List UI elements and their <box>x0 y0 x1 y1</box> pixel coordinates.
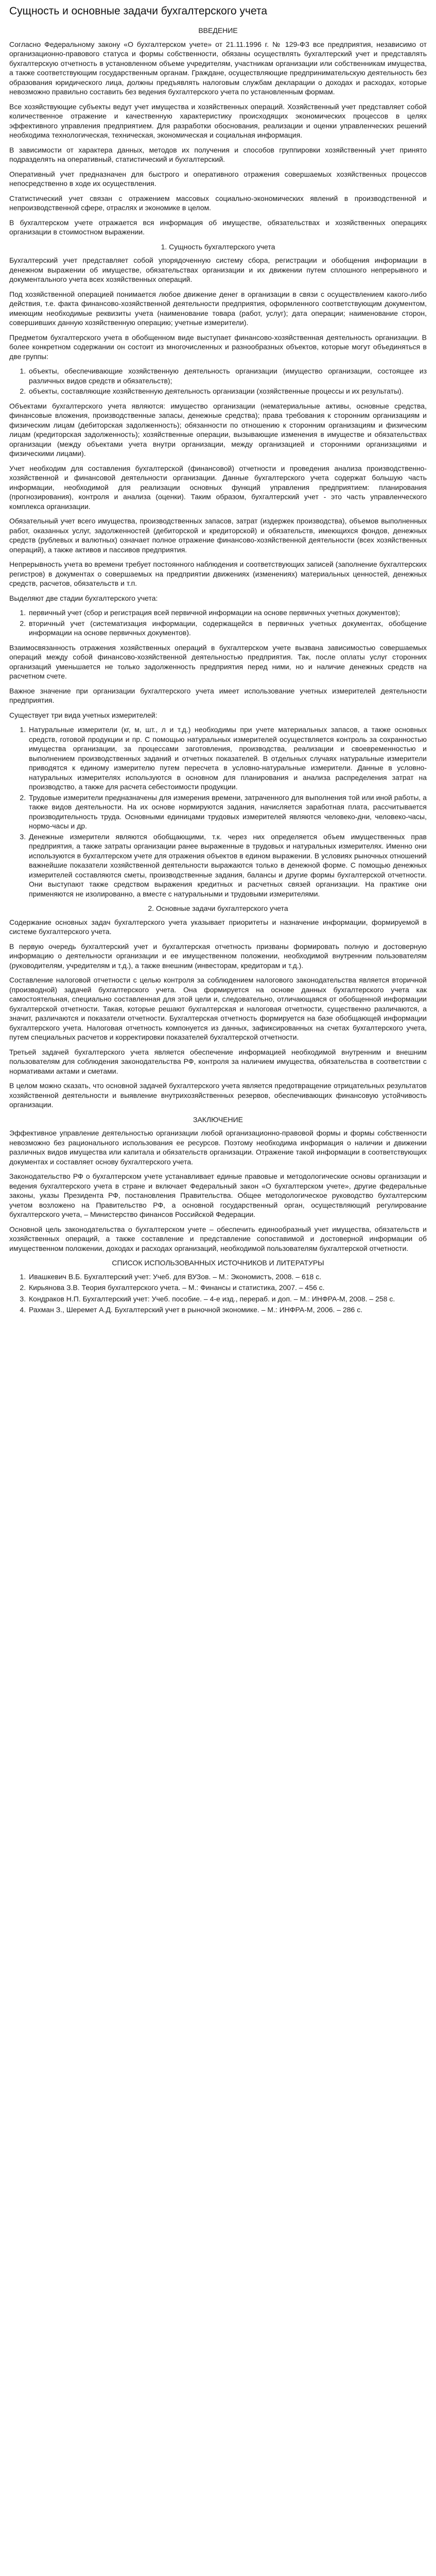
section-paragraph: Третьей задачей бухгалтерского учета является обеспечение информацией необходимой внутренним и внешним пользователям для соблюдения законодательства РФ, контроля за наличием имущества, обязательства в соответствии с нормативами актами и сметами. <box>9 1047 427 1075</box>
bibliography-item: 1. Ивашкевич В.Б. Бухгалтерский учет: Учеб. для ВУЗов. – М.: Экономистъ, 2008. – 618 с. <box>28 1272 427 1282</box>
section-paragraph: В целом можно сказать, что основной задачей бухгалтерского учета является предотвращение отрицательных результатов хозяйственной деятельности и выявление внутрихозяйственных резервов, обеспечивающих финансовую устойчивость организации. <box>9 1081 427 1109</box>
list-item: 1. первичный учет (сбор и регистрация всей первичной информации на основе первичных учетных документов); <box>28 608 427 618</box>
intro-paragraph: Все хозяйствующие субъекты ведут учет имущества и хозяйственных операций. Хозяйственный учет представляет собой количественное отражение и качественную характеристику происходящих экономических процессов в целях эффективного управления предприятием. Для разработки обоснования, реализации и оценки управленческих решений необходима технологическая, техническая, экономическая и социальная информация. <box>9 102 427 139</box>
section-paragraph: Обязательный учет всего имущества, производственных запасов, затрат (издержек производства), объемов выполненных работ, оказанных услуг, задолженностей (дебиторской и кредиторской) и обязательств, имеющихся фондов, денежных средств (рублевых и валютных) означает полное отражение финансово-хозяйственной деятельности (всех хозяйственных операций), а также активов и пассивов предприятия. <box>9 517 427 554</box>
bibliography-list <box>9 1272 427 1315</box>
list-item: 3. Денежные измерители являются обобщающими, т.к. через них определяется объем имущественных прав предприятия, а также затраты организации ранее выраженные в трудовых и натуральных измерителях. Именно они используются в бухгалтерском учете для отражения объектов в едином выражении. В условиях рыночных отношений важнейшие показатели хозяйственной деятельности выражаются только в денежной форме. С помощью денежных измерителей составляются сметы, производственные задания, балансы и другие формы бухгалтерской отчетности. Они выступают также средством выражения кредитных и расчетных связей организации. На практике они применяются не изолированно, а вместе с натуральными и трудовыми измерителями. <box>28 832 427 899</box>
intro-section <box>9 26 427 237</box>
list-item: 2. объекты, составляющие хозяйственную деятельность организации (хозяйственные процессы и их результаты). <box>28 386 427 396</box>
section-paragraph: Непрерывность учета во времени требует постоянного наблюдения и соответствующих записей (заполнение бухгалтерских регистров) в документах о совершаемых на предприятии движениях (изменениях) материальных ценностей, денежных средств, расчетов, обязательств и т.п. <box>9 560 427 587</box>
section-tasks <box>9 904 427 1110</box>
measures-list <box>9 725 427 899</box>
section-paragraph: Объектами бухгалтерского учета являются: имущество организации (нематериальные активы, основные средства, финансовые вложения, производственные запасы, денежные средства); права требования к сторонним организациям и физическим лицам (дебиторская задолженность); обязанности по отношению к сторонним организациям и физическим лицам (кредиторская задолженность); хозяйственные операции, вызывающие изменения в имуществе и обязательствах организации (между объектами учета внутри организации, между организацией и сторонними организациями и физическими лицами). <box>9 401 427 457</box>
section-paragraph: Законодательство РФ о бухгалтерском учете устанавливает единые правовые и методологические основы организации и ведения бухгалтерского учета в стране и включает Федеральный закон «О бухгалтерском учете», другие федеральные законы, указы Президента РФ, постановления Правительства. Общее методологическое руководство бухгалтерским учетом возложено на Правительство РФ, а основной государственный орган, осуществляющий регулирование бухгалтерского учета, – Министерство финансов Российской Федерации. <box>9 1172 427 1218</box>
section-paragraph: Эффективное управление деятельностью организации любой организационно-правовой формы и формы собственности невозможно без рационального использования ее ресурсов. Поэтому необходима информация о наличии и движении различных видов имущества или капитала и обязательств организации. Отражение такой информации в соответствующих документах и составляет основу бухгалтерского учета. <box>9 1129 427 1166</box>
section-paragraph: Взаимосвязанность отражения хозяйственных операций в бухгалтерском учете вызвана зависимостью совершаемых операций между собой финансово-хозяйственной деятельностью предприятия. Так, после оплаты услуг сторонних организаций уменьшается не только задолженность предприятия перед ними, но и наличие денежных средств на расчетном счете. <box>9 643 427 680</box>
page-title: Сущность и основные задачи бухгалтерского учета <box>9 5 268 17</box>
section-paragraph: Предметом бухгалтерского учета в обобщенном виде выступает финансово-хозяйственная деятельность организации. В более конкретном содержании он состоит из многочисленных и разнообразных объектов, которые могут объединяться в две группы: <box>9 333 427 361</box>
section-paragraph: Существует три вида учетных измерителей: <box>9 710 158 719</box>
intro-paragraph: Статистический учет связан с отражением массовых социально-экономических явлений в производственной и непроизводственной сфере, отраслях и экономике в целом. <box>9 194 427 212</box>
bibliography-item: 3. Кондраков Н.П. Бухгалтерский учет: Учеб. пособие. – 4-е изд., перераб. и доп. – М.: ИНФРА-М, 2008. – 258 с. <box>28 1294 427 1304</box>
section-essence <box>9 242 427 899</box>
section-paragraph: Учет необходим для составления бухгалтерской (финансовой) отчетности и проведения анализа производственно-хозяйственной и финансовой деятельности организации. Данные бухгалтерского учета содержат большую часть информации, необходимой для реализации основных функций управления предприятием: планирования (прогнозирования), контроля и анализа (оценки). Таким образом, бухгалтерский учет - это часть управленческого комплекса организации. <box>9 464 427 511</box>
section-paragraph: Важное значение при организации бухгалтерского учета имеет использование учетных измерителей деятельности предприятия. <box>9 686 427 704</box>
list-item: 2. вторичный учет (систематизация информации, содержащейся в первичных учетных документах, обобщение информации на основе первичных документов). <box>28 619 427 638</box>
bibliography-item: 2. Кирьянова З.В. Теория бухгалтерского учета. – М.: Финансы и статистика, 2007. – 456 с. <box>28 1283 427 1293</box>
section-paragraph: Содержание основных задач бухгалтерского учета указывает приоритеты и назначение информации, формируемой в системе бухгалтерского учета. <box>9 918 427 936</box>
object-groups-list <box>9 366 427 396</box>
section-tasks-heading: 2. Основные задачи бухгалтерского учета <box>148 904 288 912</box>
section-paragraph: Составление налоговой отчетности с целью контроля за соблюдением налогового законодательства является вторичной (производной) задачей бухгалтерского учета. Она формируется на основе данных бухгалтерского учета как самостоятельная, специально составленная для этой цели и, следовательно, отличающаяся от обобщенной информации бухгалтерской отчетности. Такая, которые решают бухгалтерская и налоговая отчетности, существенно различаются, а значит, различаются и показатели отчетности. Бухгалтерская отчетность формируется на базе обобщающей информации бухгалтерского учета. Налоговая отчетность компонуется из данных, зафиксированных на счетах бухгалтерского учета, путем специальных расчетов и корректировки показателей бухгалтерской отчетности. <box>9 976 427 1041</box>
intro-paragraph: Оперативный учет предназначен для быстрого и оперативного отражения совершаемых хозяйственных процессов непосредственно в ходе их осуществления. <box>9 170 427 188</box>
intro-heading: ВВЕДЕНИЕ <box>198 26 238 35</box>
bibliography-item: 4. Рахман З., Шеремет А.Д. Бухгалтерский учет в рыночной экономике. – М.: ИНФРА-М, 2006. – 286 с. <box>28 1305 427 1315</box>
intro-paragraph: В зависимости от характера данных, методов их получения и способов группировки хозяйственный учет принято подразделять на оперативный, статистический и бухгалтерский. <box>9 145 427 163</box>
bibliography-heading: СПИСОК ИСПОЛЬЗОВАННЫХ ИСТОЧНИКОВ И ЛИТЕРАТУРЫ <box>112 1259 324 1267</box>
list-item: 1. Натуральные измерители (кг, м, шт., л и т.д.) необходимы при учете материальных запасов, а также основных средств, готовой продукции и пр. С помощью натуральных измерителей осуществляется контроль за сохранностью имущества организации, за процессами заготовления, производства, реализации и своевременностью и выполнением производственных заданий и отчетных показателей. В отдельных случаях натуральные измерители приводятся к единому измерителю путем пересчета в условно-натуральные измерители. Данные в условно-натуральных измерителях используются в основном для планирования и анализа распределения затрат на производство, а также для расчета себестоимости продукции. <box>28 725 427 792</box>
bibliography-section <box>9 1258 427 1315</box>
section-paragraph: Выделяют две стадии бухгалтерского учета: <box>9 594 158 602</box>
accounting-stages-list <box>9 608 427 638</box>
list-item: 2. Трудовые измерители предназначены для измерения времени, затраченного для выполнения той или иной работы, а также видов деятельности. На их основе нормируются задания, начисляется заработная плата, рассчитывается производительность труда. Основными единицами трудовых измерителей являются человеко-дни, человеко-часы, нормо-часы и др. <box>28 793 427 831</box>
intro-paragraph: Согласно Федеральному закону «О бухгалтерском учете» от 21.11.1996 г. № 129-ФЗ все предприятия, независимо от организационно-правового статуса и формы собственности, обязаны осуществлять бухгалтерский учет и представлять бухгалтерскую отчетность в установленном объеме учредителям, участникам организации или собственникам имущества, а также соответствующим государственным органам. Граждане, осуществляющие предпринимательскую деятельность без образования юридического лица, должны предъявлять налоговым службам декларации о доходах и расходах, которые невозможно правильно составить без ведения бухгалтерского учета по установленным формам. <box>9 40 427 96</box>
section-essence-heading: 1. Сущность бухгалтерского учета <box>161 242 275 251</box>
conclusion-heading: ЗАКЛЮЧЕНИЕ <box>193 1115 243 1124</box>
section-paragraph: Бухгалтерский учет представляет собой упорядоченную систему сбора, регистрации и обобщения информации в денежном выражении об имуществе, обязательствах организации и их движении путем сплошного непрерывного и документального учета всех хозяйственных операций. <box>9 256 427 283</box>
intro-paragraph: В бухгалтерском учете отражается вся информация об имуществе, обязательствах и хозяйственных операциях организации в стоимостном выражении. <box>9 218 427 236</box>
section-paragraph: Под хозяйственной операцией понимается любое движение денег в организации в связи с осуществлением какого-либо действия, т.е. факта финансово-хозяйственной деятельности предприятия, оформленного соответствующим документом, имеющим необходимые реквизиты учета (наименование товара (работ, услуг); дата операции; наименование сторон, совершивших данную хозяйственную операцию; учетные измерители). <box>9 290 427 327</box>
section-paragraph: Основной цель законодательства о бухгалтерском учете – обеспечить единообразный учет имущества, обязательств и хозяйственных операций, а также составление и представление сопоставимой и достоверной информации об имущественном положении, доходах и расходах организаций, необходимой пользователям бухгалтерской отчетности. <box>9 1225 427 1252</box>
list-item: 1. объекты, обеспечивающие хозяйственную деятельность организации (имущество организации, состоящее из различных видов средств и обязательств); <box>28 366 427 385</box>
section-paragraph: В первую очередь бухгалтерский учет и бухгалтерская отчетность призваны формировать полную и достоверную информацию о деятельности организации и ее имущественном положении, необходимой внутренним пользователям (руководителям, учредителям и т.д.), а также внешним (инвесторам, кредиторам и т.д.). <box>9 942 427 970</box>
conclusion-section <box>9 1115 427 1253</box>
